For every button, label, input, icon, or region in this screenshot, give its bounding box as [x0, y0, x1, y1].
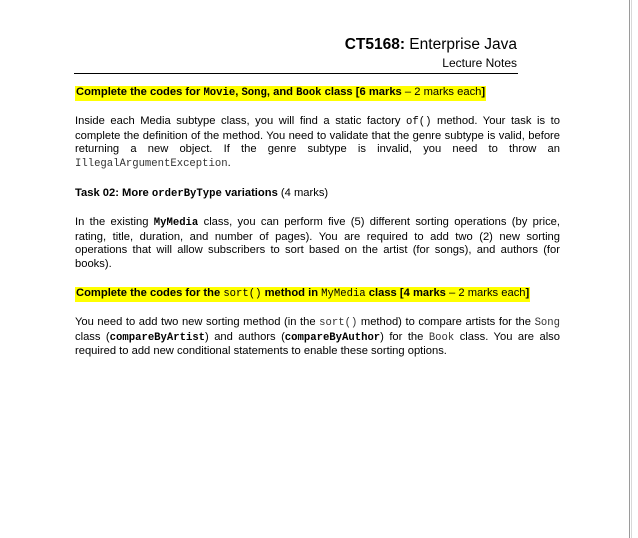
code-song: Song	[241, 87, 267, 99]
code-mymedia: MyMedia	[321, 287, 366, 300]
code-song: Song	[534, 316, 560, 329]
paragraph-new-sorting: You need to add two new sorting method (in the sort() method) to compare artists for the Song class (compareByArtist) and authors (compareByAuthor) for the Book class. You are also required to add new conditional statements to enable these sorting options.	[75, 315, 560, 358]
highlighted-heading: Complete the codes for Movie, Song, and Book class [6 marks – 2 marks each]	[76, 86, 486, 99]
document-body	[75, 86, 560, 359]
header-subtitle: Lecture Notes	[442, 56, 517, 70]
page-edge-shadow	[631, 0, 632, 538]
code-sort: sort()	[319, 316, 358, 329]
document-header	[345, 36, 517, 71]
course-code: CT5168:	[344, 36, 405, 53]
page-edge-line	[629, 0, 630, 538]
course-title	[345, 36, 517, 54]
code-of: of()	[406, 115, 432, 128]
code-mymedia: MyMedia	[153, 216, 199, 229]
task02-heading: Task 02: More orderByType variations (4 marks)	[75, 186, 329, 200]
highlighted-heading: Complete the codes for the sort() method in MyMedia class [4 marks – 2 marks each]	[76, 286, 530, 300]
code-comparebyartist: compareByArtist	[109, 331, 206, 344]
code-comparebyauthor: compareByAuthor	[284, 331, 381, 344]
section2-heading	[75, 287, 560, 302]
marks-detail: – 2 marks each	[445, 286, 526, 299]
code-movie: Movie	[203, 87, 236, 99]
code-exception: IllegalArgumentException	[75, 158, 228, 171]
task02-marks: (4 marks)	[277, 186, 329, 199]
paragraph-sorting: In the existing MyMedia class, you can perform five (5) different sorting operations (by price, rating, title, duration, and number of pages). You are required to add two (2) new sorting operations that will allow subscribers to sort based on the artist (for songs), and authors (for books).	[75, 215, 560, 271]
paragraph-factory-method: Inside each Media subtype class, you will find a static factory of() method. Your task is to complete the definition of the method. You need to validate that the genre subtype is valid, before returning a new object. If the genre subtype is invalid, you need to throw an IllegalArgumentException.	[75, 114, 560, 171]
code-sort: sort()	[223, 287, 262, 300]
code-orderbytype: orderByType	[151, 187, 222, 200]
section1-heading	[75, 86, 560, 101]
marks-detail: – 2 marks each	[401, 86, 482, 98]
code-book: Book	[296, 87, 322, 99]
course-name: Enterprise Java	[405, 36, 517, 53]
code-book: Book	[428, 331, 455, 344]
header-divider	[74, 73, 518, 74]
